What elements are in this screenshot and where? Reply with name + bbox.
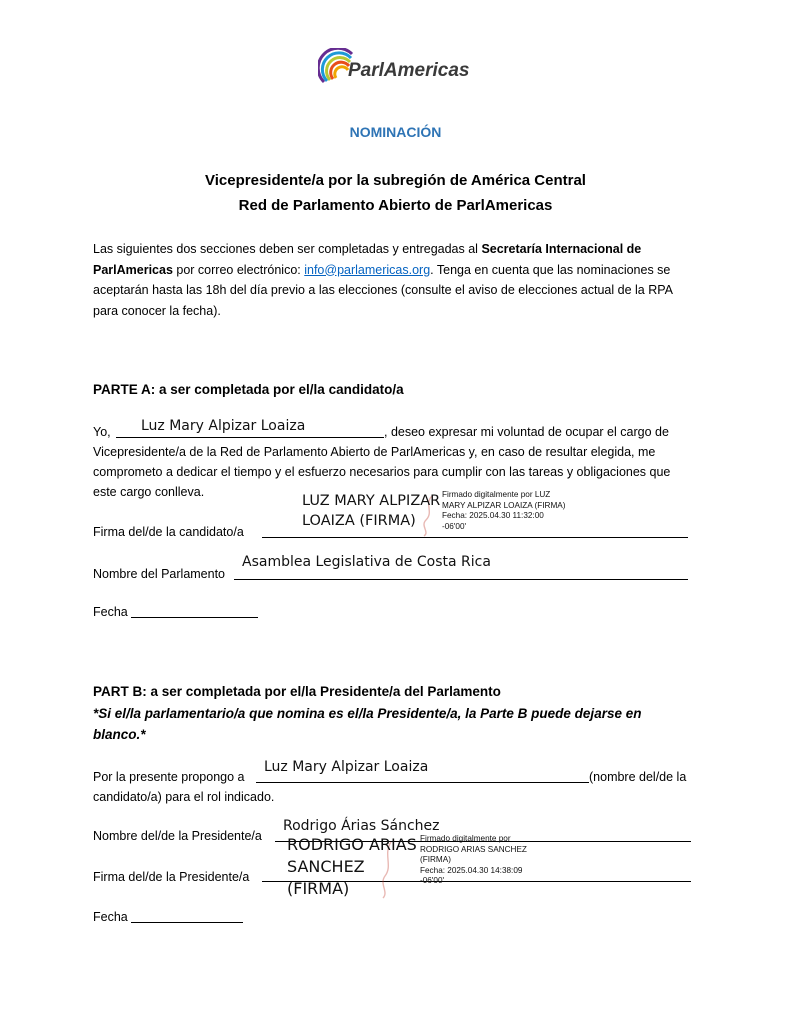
page-title: NOMINACIÓN bbox=[349, 124, 442, 140]
president-digital-signature[interactable] bbox=[287, 834, 587, 904]
part-a-line3: comprometo a dedicar el tiempo y el esfuerzo necesarios para cumplir con las tareas y obligaciones que bbox=[93, 465, 671, 479]
email-link[interactable]: info@parlamericas.org bbox=[304, 262, 431, 277]
part-b-date-line[interactable] bbox=[131, 922, 243, 923]
part-b-note-2: blanco.* bbox=[93, 727, 146, 742]
president-name-label: Nombre del/de la Presidente/a bbox=[93, 829, 262, 843]
part-b-heading: PART B: a ser completada por el/la Presidente/a del Parlamento bbox=[93, 684, 501, 699]
part-a-yo: Yo, bbox=[93, 425, 111, 439]
president-sig-name-3: (FIRMA) bbox=[287, 879, 350, 898]
subtitle-role: Vicepresidente/a por la subregión de América Central bbox=[205, 172, 586, 189]
propose-label: Por la presente propongo a bbox=[93, 770, 245, 784]
propose-field[interactable]: Luz Mary Alpizar Loaiza bbox=[264, 759, 429, 775]
part-b-date-label: Fecha bbox=[93, 910, 128, 924]
candidate-signature-label: Firma del/de la candidato/a bbox=[93, 525, 244, 539]
propose-line bbox=[256, 782, 589, 783]
subtitle-network: Red de Parlamento Abierto de ParlAmericas bbox=[238, 197, 553, 214]
president-sig-name-2: SANCHEZ bbox=[287, 857, 365, 876]
part-b-note-1: *Si el/la parlamentario/a que nomina es el/la Presidente/a, la Parte B puede dejarse en bbox=[93, 706, 642, 721]
intro-paragraph: Las siguientes dos secciones deben ser completadas y entregadas al Secretaría Internacional de ParlAmericas por correo electrónico: info@parlamericas.org. Tenga en cuenta que las nominaciones se aceptarán hasta las 18h del día previo a las elecciones (consulte el aviso de elecciones actual de la RPA para conocer la fecha). bbox=[93, 242, 673, 318]
logo-text: ParlAmericas bbox=[348, 60, 470, 81]
candidate-name-line bbox=[116, 437, 384, 438]
candidate-digital-signature[interactable] bbox=[302, 490, 602, 540]
president-sig-name-1: RODRIGO ARIAS bbox=[287, 835, 417, 854]
candidate-name-field[interactable]: Luz Mary Alpizar Loaiza bbox=[141, 418, 306, 434]
propose-tail: (nombre del/de la bbox=[589, 770, 687, 784]
parliament-line bbox=[234, 579, 688, 580]
candidate-sig-name-2: LOAIZA (FIRMA) bbox=[302, 513, 416, 529]
part-a-date-line[interactable] bbox=[131, 617, 258, 618]
part-a-heading: PARTE A: a ser completada por el/la candidato/a bbox=[93, 382, 404, 397]
part-a-line4: este cargo conlleva. bbox=[93, 485, 205, 499]
president-sig-detail: Firmado digitalmente por RODRIGO ARIAS SANCHEZ (FIRMA) Fecha: 2025.04.30 14:38:09 -06'00' bbox=[420, 834, 527, 885]
propose-line2: candidato/a) para el rol indicado. bbox=[93, 790, 275, 804]
logo bbox=[318, 48, 478, 92]
part-a-line1-tail: , deseo expresar mi voluntad de ocupar el cargo de bbox=[384, 425, 669, 439]
parliament-field[interactable]: Asamblea Legislativa de Costa Rica bbox=[242, 554, 491, 570]
part-a-date-label: Fecha bbox=[93, 605, 128, 619]
candidate-sig-detail: Firmado digitalmente por LUZ MARY ALPIZAR LOAIZA (FIRMA) Fecha: 2025.04.30 11:32:00 -06'00' bbox=[442, 490, 566, 531]
president-signature-label: Firma del/de la Presidente/a bbox=[93, 870, 250, 884]
part-a-line2: Vicepresidente/a de la Red de Parlamento Abierto de ParlAmericas y, en caso de resultar elegida, me bbox=[93, 445, 656, 459]
president-name-field[interactable]: Rodrigo Árias Sánchez bbox=[283, 818, 440, 834]
parliament-label: Nombre del Parlamento bbox=[93, 567, 226, 581]
candidate-sig-name-1: LUZ MARY ALPIZAR bbox=[302, 493, 441, 509]
